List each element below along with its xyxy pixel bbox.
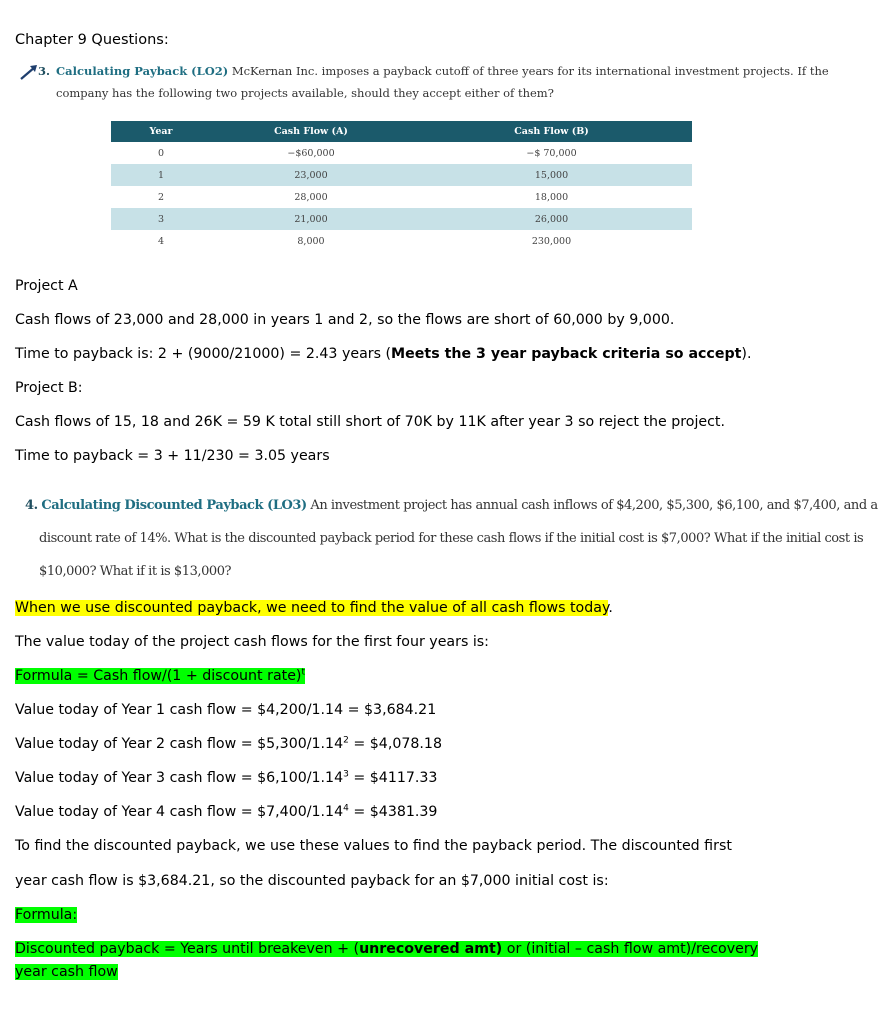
formula-text: or (initial – cash flow amt)/recovery xyxy=(502,941,759,957)
payback-text: ). xyxy=(741,346,752,362)
table-cell: 1 xyxy=(111,164,211,186)
value-text: Value today of Year 2 cash flow = $5,300/1.14 xyxy=(15,736,344,752)
question-title: Calculating Payback (LO2) xyxy=(56,64,229,78)
table-row xyxy=(111,186,692,208)
table-row xyxy=(111,230,692,252)
formula-exponent: t xyxy=(301,667,305,678)
project-b-label: Project B: xyxy=(15,380,83,396)
project-a-payback xyxy=(15,344,751,364)
pencil-arrow-icon xyxy=(20,64,40,87)
project-b-payback: Time to payback = 3 + 11/230 = 3.05 years xyxy=(15,448,330,464)
cash-flow-table xyxy=(111,121,692,252)
question-text-line xyxy=(56,60,829,82)
table-cell: 4 xyxy=(111,230,211,252)
payback-decision: Meets the 3 year payback criteria so accept xyxy=(391,346,742,362)
highlighted-text: When we use discounted payback, we need to find the value of all cash flows today xyxy=(15,600,609,616)
year4-value xyxy=(15,802,437,822)
payback-text: Time to payback is: 2 + (9000/21000) = 2.43 years ( xyxy=(15,346,392,362)
punctuation: . xyxy=(608,600,613,616)
table-row xyxy=(111,164,692,186)
column-header: Cash Flow (B) xyxy=(411,121,692,142)
formula-bold: unrecovered amt) xyxy=(359,941,503,957)
project-a-label: Project A xyxy=(15,278,78,294)
exponent: 3 xyxy=(343,769,349,780)
table-cell: 15,000 xyxy=(411,164,692,186)
find-text-line1: To find the discounted payback, we use these values to find the payback period. The discounted first xyxy=(15,838,732,854)
question-number: 4. xyxy=(25,498,38,513)
value-text: Value today of Year 4 cash flow = $7,400/1.14 xyxy=(15,804,344,820)
table-cell: 2 xyxy=(111,186,211,208)
exponent: 4 xyxy=(343,803,349,814)
table-cell: 28,000 xyxy=(211,186,411,208)
value-today-intro: The value today of the project cash flows for the first four years is: xyxy=(15,634,489,650)
table-cell: 26,000 xyxy=(411,208,692,230)
year1-value: Value today of Year 1 cash flow = $4,200/1.14 = $3,684.21 xyxy=(15,702,437,718)
highlighted-formula: year cash flow xyxy=(15,964,118,980)
table-cell: 3 xyxy=(111,208,211,230)
dp-formula-line2 xyxy=(15,962,118,982)
project-a-text: Cash flows of 23,000 and 28,000 in years 1 and 2, so the flows are short of 60,000 by 9,000. xyxy=(15,312,675,328)
table-cell: −$60,000 xyxy=(211,142,411,164)
value-result: = $4381.39 xyxy=(348,804,438,820)
discounted-intro xyxy=(15,598,613,618)
table-header-row xyxy=(111,121,692,142)
find-text-line2: year cash flow is $3,684.21, so the discounted payback for an $7,000 initial cost is: xyxy=(15,873,609,889)
question-text: An investment project has annual cash inflows of $4,200, $5,300, $6,100, and $7,400, and a xyxy=(306,498,878,513)
question-number: 3. xyxy=(38,64,51,78)
table-row xyxy=(111,142,692,164)
question-title: Calculating Discounted Payback (LO3) xyxy=(41,498,307,513)
table-row xyxy=(111,208,692,230)
table-cell: 8,000 xyxy=(211,230,411,252)
formula-text: Discounted payback = Years until breakeven + ( xyxy=(15,941,360,957)
column-header: Cash Flow (A) xyxy=(211,121,411,142)
table-cell: 0 xyxy=(111,142,211,164)
year3-value xyxy=(15,768,437,788)
question-text-line: $10,000? What if it is $13,000? xyxy=(39,564,232,579)
dp-formula-line1 xyxy=(15,939,758,959)
year2-value xyxy=(15,734,442,754)
value-result: = $4,078.18 xyxy=(348,736,442,752)
table-cell: 18,000 xyxy=(411,186,692,208)
formula-text: Formula = Cash flow/(1 + discount rate) xyxy=(15,668,302,684)
table-cell: 23,000 xyxy=(211,164,411,186)
table-cell: 230,000 xyxy=(411,230,692,252)
highlighted-formula xyxy=(15,668,305,684)
question-text-line xyxy=(25,490,878,521)
highlighted-label: Formula: xyxy=(15,907,78,923)
question-text-line: company has the following two projects available, should they accept either of them? xyxy=(56,86,554,100)
value-text: Value today of Year 3 cash flow = $6,100/1.14 xyxy=(15,770,344,786)
value-result: = $4117.33 xyxy=(348,770,438,786)
highlighted-formula xyxy=(15,941,758,957)
pv-formula xyxy=(15,666,305,686)
chapter-heading: Chapter 9 Questions: xyxy=(15,32,169,48)
exponent: 2 xyxy=(343,735,349,746)
question-text: McKernan Inc. imposes a payback cutoff of three years for its international investment projects. If the xyxy=(228,64,829,78)
table-cell: −$ 70,000 xyxy=(411,142,692,164)
question-text-line: discount rate of 14%. What is the discounted payback period for these cash flows if the initial cost is $7,000? What if the initial cost is xyxy=(39,531,864,546)
column-header: Year xyxy=(111,121,211,142)
project-b-text: Cash flows of 15, 18 and 26K = 59 K total still short of 70K by 11K after year 3 so reject the project. xyxy=(15,414,726,430)
formula-label xyxy=(15,905,77,925)
table-cell: 21,000 xyxy=(211,208,411,230)
